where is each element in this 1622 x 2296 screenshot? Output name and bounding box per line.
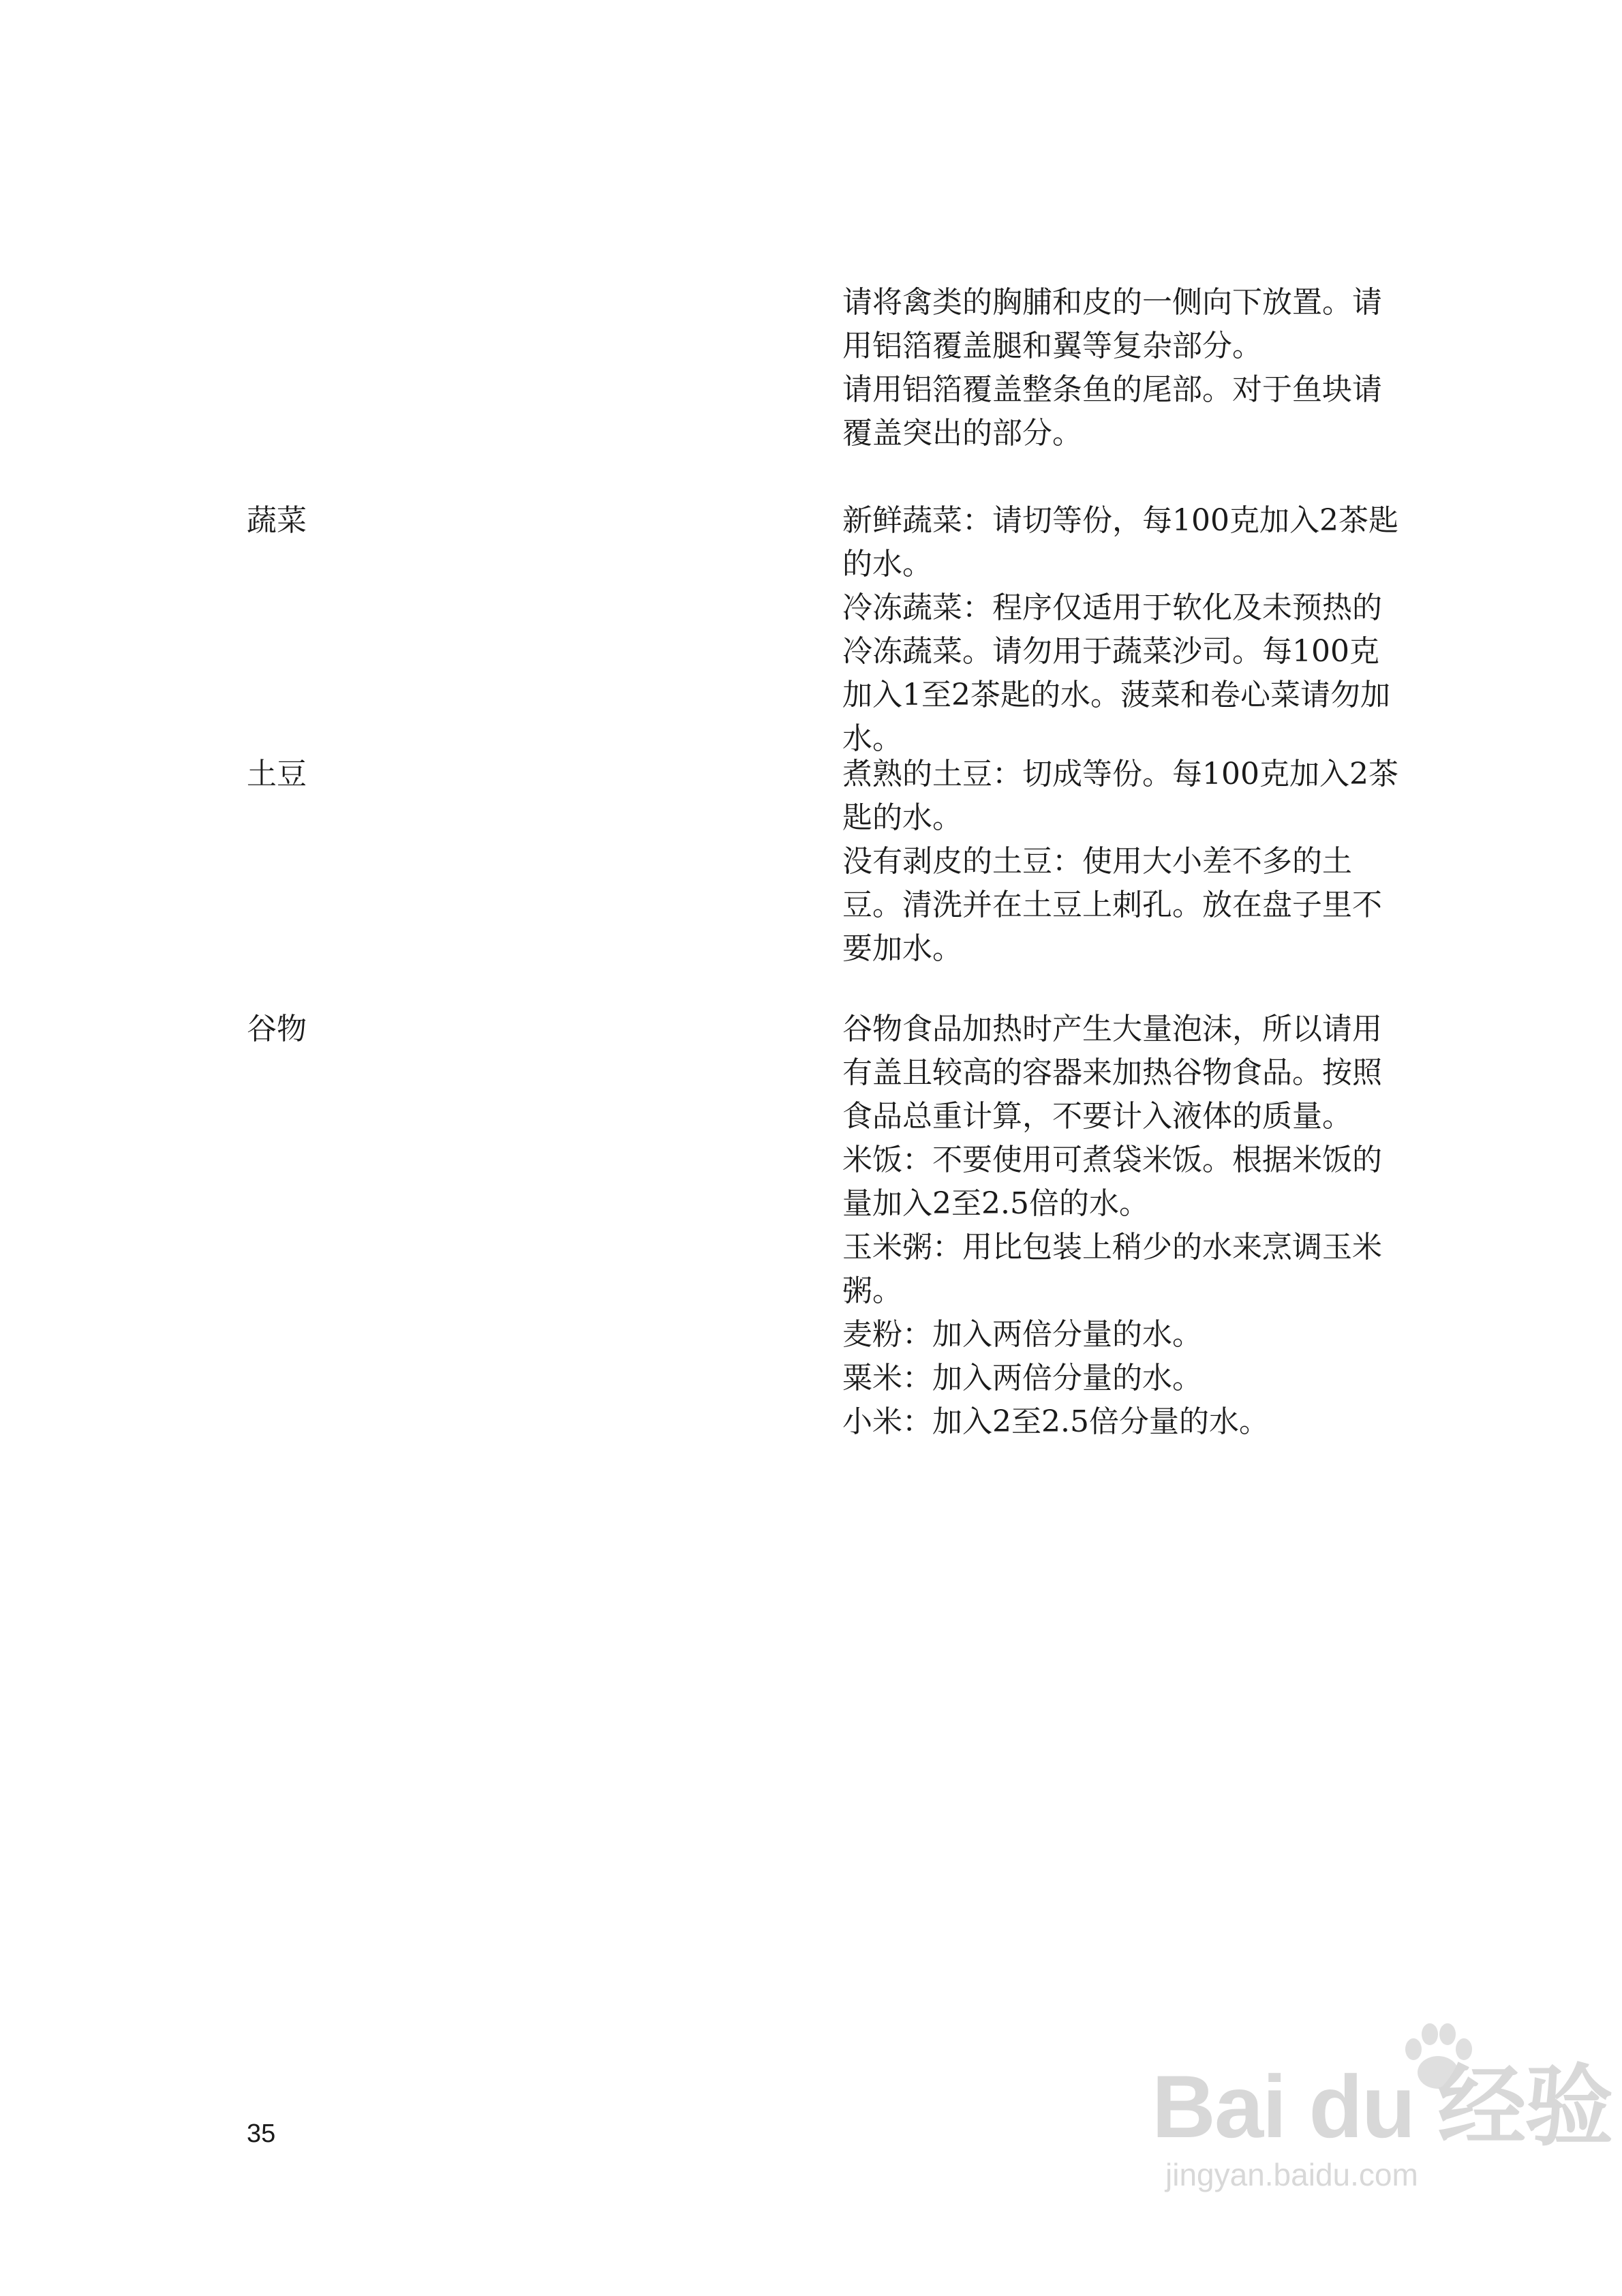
baidu-jingyan-watermark	[1138, 2018, 1612, 2195]
cooked-potatoes-paragraph: 煮熟的土豆：切成等份。每100克加入2茶匙的水。	[842, 757, 1398, 835]
grains-description	[842, 1008, 1401, 1444]
grains-general-paragraph: 谷物食品加热时产生大量泡沫，所以请用有盖且较高的容器来加热谷物食品。按照食品总重计算，不要计入液体的质量。	[842, 1012, 1382, 1134]
vegetables-description	[842, 499, 1401, 761]
corn-paragraph: 粟米：加入两倍分量的水。	[842, 1361, 1202, 1395]
intro-fish-paragraph: 请用铝箔覆盖整条鱼的尾部。对于鱼块请覆盖突出的部分。	[842, 372, 1382, 451]
category-potatoes: 土豆	[247, 757, 307, 791]
watermark-url-text: jingyan.baidu.com	[1165, 2157, 1418, 2192]
semolina-paragraph: 麦粉：加入两倍分量的水。	[842, 1317, 1202, 1352]
millet-paragraph: 小米：加入2至2.5倍分量的水。	[842, 1404, 1269, 1439]
category-grains: 谷物	[247, 1012, 307, 1046]
rice-paragraph: 米饭：不要使用可煮袋米饭。根据米饭的量加入2至2.5倍的水。	[842, 1143, 1382, 1221]
watermark-logo-text: Bai du 经验	[1152, 2057, 1612, 2156]
frozen-vegetables-paragraph: 冷冻蔬菜：程序仅适用于软化及未预热的冷冻蔬菜。请勿用于蔬菜沙司。每100克加入1至2茶匙的水。菠菜和卷心菜请勿加水。	[842, 590, 1390, 756]
category-vegetables: 蔬菜	[247, 503, 307, 538]
fresh-vegetables-paragraph: 新鲜蔬菜：请切等份，每100克加入2茶匙的水。	[842, 503, 1398, 581]
potatoes-description	[842, 753, 1401, 971]
unpeeled-potatoes-paragraph: 没有剥皮的土豆：使用大小差不多的土豆。清洗并在土豆上刺孔。放在盘子里不要加水。	[842, 844, 1382, 966]
polenta-paragraph: 玉米粥：用比包装上稍少的水来烹调玉米粥。	[842, 1230, 1382, 1308]
intro-poultry-paragraph: 请将禽类的胸脯和皮的一侧向下放置。请用铝箔覆盖腿和翼等复杂部分。	[842, 285, 1382, 363]
intro-text	[842, 281, 1401, 455]
page-number: 35	[247, 2119, 276, 2148]
